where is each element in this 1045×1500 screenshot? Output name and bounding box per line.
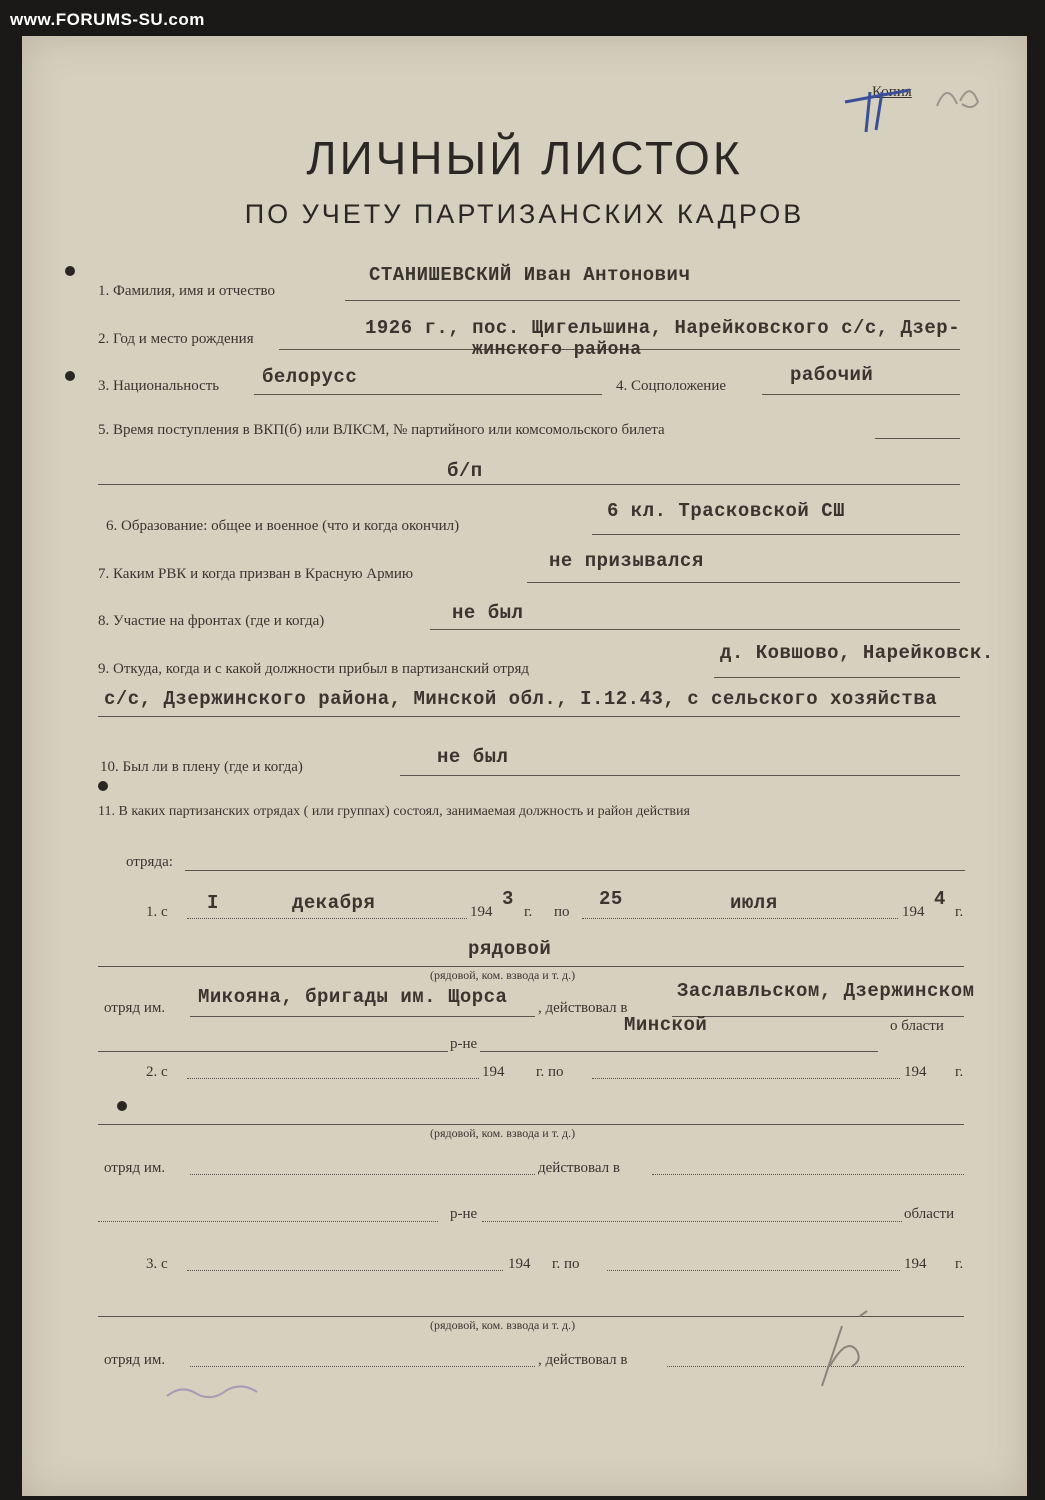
period-2-rne: р-не	[450, 1206, 478, 1222]
field-9-value-1: д. Ковшово, Нарейковск.	[720, 642, 994, 664]
field-6-label: 6. Образование: общее и военное (что и когда окончил)	[106, 518, 460, 534]
field-2-value-1: 1926 г., пос. Щигельшина, Нарейковского с/с, Дзер-	[365, 317, 961, 339]
punch-hole	[65, 371, 75, 381]
field-1-value: СТАНИШЕВСКИЙ Иван Антонович	[369, 264, 691, 286]
period-2-g: г. по	[536, 1064, 564, 1080]
pencil-signature	[812, 1306, 882, 1396]
period-2-g2: г.	[955, 1064, 964, 1080]
period-3-year: 194	[508, 1256, 531, 1272]
period-1-position-hint: (рядовой, ком. взвода и т. д.)	[430, 968, 576, 982]
field-8-value: не был	[452, 602, 524, 624]
field-8-label: 8. Участие на фронтах (где и когда)	[98, 613, 325, 629]
period-2-oblast: области	[904, 1206, 955, 1222]
field-7-label: 7. Каким РВК и когда призван в Красную Армию	[98, 566, 414, 582]
period-3-deistvoval: , действовал в	[538, 1352, 628, 1368]
field-2-label: 2. Год и место рождения	[98, 331, 254, 347]
field-10-value: не был	[437, 746, 509, 768]
field-9-value-2: с/с, Дзержинского района, Минской обл., I.12.43, с сельского хозяйства	[104, 688, 938, 710]
field-6-value: 6 кл. Трасковской СШ	[607, 500, 846, 522]
field-4-value: рабочий	[790, 364, 874, 386]
period-1-oblast: о бласти	[890, 1018, 944, 1034]
field-7-value: не призывался	[549, 550, 704, 572]
period-1-oblast-value: Минской	[624, 1014, 708, 1036]
pencil-number	[932, 76, 992, 116]
copy-stamp: Копия	[872, 84, 912, 100]
period-1-year-prefix: 194	[470, 904, 493, 920]
field-4-label: 4. Соцположение	[616, 378, 727, 394]
field-10-label: 10. Был ли в плену (где и когда)	[100, 759, 303, 775]
period-1-area: Заславльском, Дзержинском	[677, 980, 975, 1002]
period-2-year2: 194	[904, 1064, 927, 1080]
faded-stamp-mark	[162, 1376, 262, 1406]
period-3-num: 3. с	[146, 1256, 168, 1272]
period-1-month-from: декабря	[292, 892, 376, 914]
punch-hole	[65, 266, 75, 276]
field-5-value: б/п	[447, 460, 483, 482]
period-1-year-to: 4	[934, 888, 946, 910]
field-11-sub: отряда:	[126, 854, 173, 870]
period-1-day-from: I	[207, 892, 219, 914]
field-11-label: 11. В каких партизанских отрядах ( или группах) состоял, занимаемая должность и район действия	[98, 804, 690, 819]
period-2-year: 194	[482, 1064, 505, 1080]
field-3-value: белорусс	[262, 366, 358, 388]
period-1-otryad-label: отряд им.	[104, 1000, 166, 1016]
watermark: www.FORUMS-SU.com	[10, 10, 205, 29]
period-2-num: 2. с	[146, 1064, 168, 1080]
field-1-label: 1. Фамилия, имя и отчество	[98, 283, 276, 299]
page-subtitle: ПО УЧЕТУ ПАРТИЗАНСКИХ КАДРОВ	[244, 199, 805, 229]
field-5-label: 5. Время поступления в ВКП(б) или ВЛКСМ, № партийного или комсомольского билета	[98, 422, 665, 438]
period-2-deistvoval: действовал в	[538, 1160, 621, 1176]
document-page	[22, 36, 1027, 1496]
period-1-num: 1. с	[146, 904, 168, 920]
period-1-year-from: 3	[502, 888, 514, 910]
period-1-rne: р-не	[450, 1036, 478, 1052]
period-3-g2: г.	[955, 1256, 964, 1272]
period-1-po: по	[554, 904, 570, 920]
period-1-year-prefix2: 194	[902, 904, 925, 920]
period-2-otryad-label: отряд им.	[104, 1160, 166, 1176]
period-1-deistvoval: , действовал в	[538, 1000, 628, 1016]
punch-hole	[117, 1101, 127, 1111]
period-1-day-to: 25	[599, 888, 623, 910]
field-3-label: 3. Национальность	[98, 378, 220, 394]
period-2-position-hint: (рядовой, ком. взвода и т. д.)	[430, 1126, 576, 1140]
period-1-g2: г.	[955, 904, 964, 920]
period-1-position: рядовой	[468, 938, 552, 960]
period-1-month-to: июля	[730, 892, 778, 914]
period-3-otryad-label: отряд им.	[104, 1352, 166, 1368]
period-3-position-hint: (рядовой, ком. взвода и т. д.)	[430, 1318, 576, 1332]
punch-hole	[98, 781, 108, 791]
page-title: ЛИЧНЫЙ ЛИСТОК	[306, 132, 743, 184]
period-1-g: г.	[524, 904, 533, 920]
period-3-g: г. по	[552, 1256, 580, 1272]
period-3-year2: 194	[904, 1256, 927, 1272]
field-9-label: 9. Откуда, когда и с какой должности прибыл в партизанский отряд	[98, 661, 529, 677]
period-1-otryad-value: Микояна, бригады им. Щорса	[198, 986, 508, 1008]
field-2-value-2: жинского района	[472, 340, 642, 360]
